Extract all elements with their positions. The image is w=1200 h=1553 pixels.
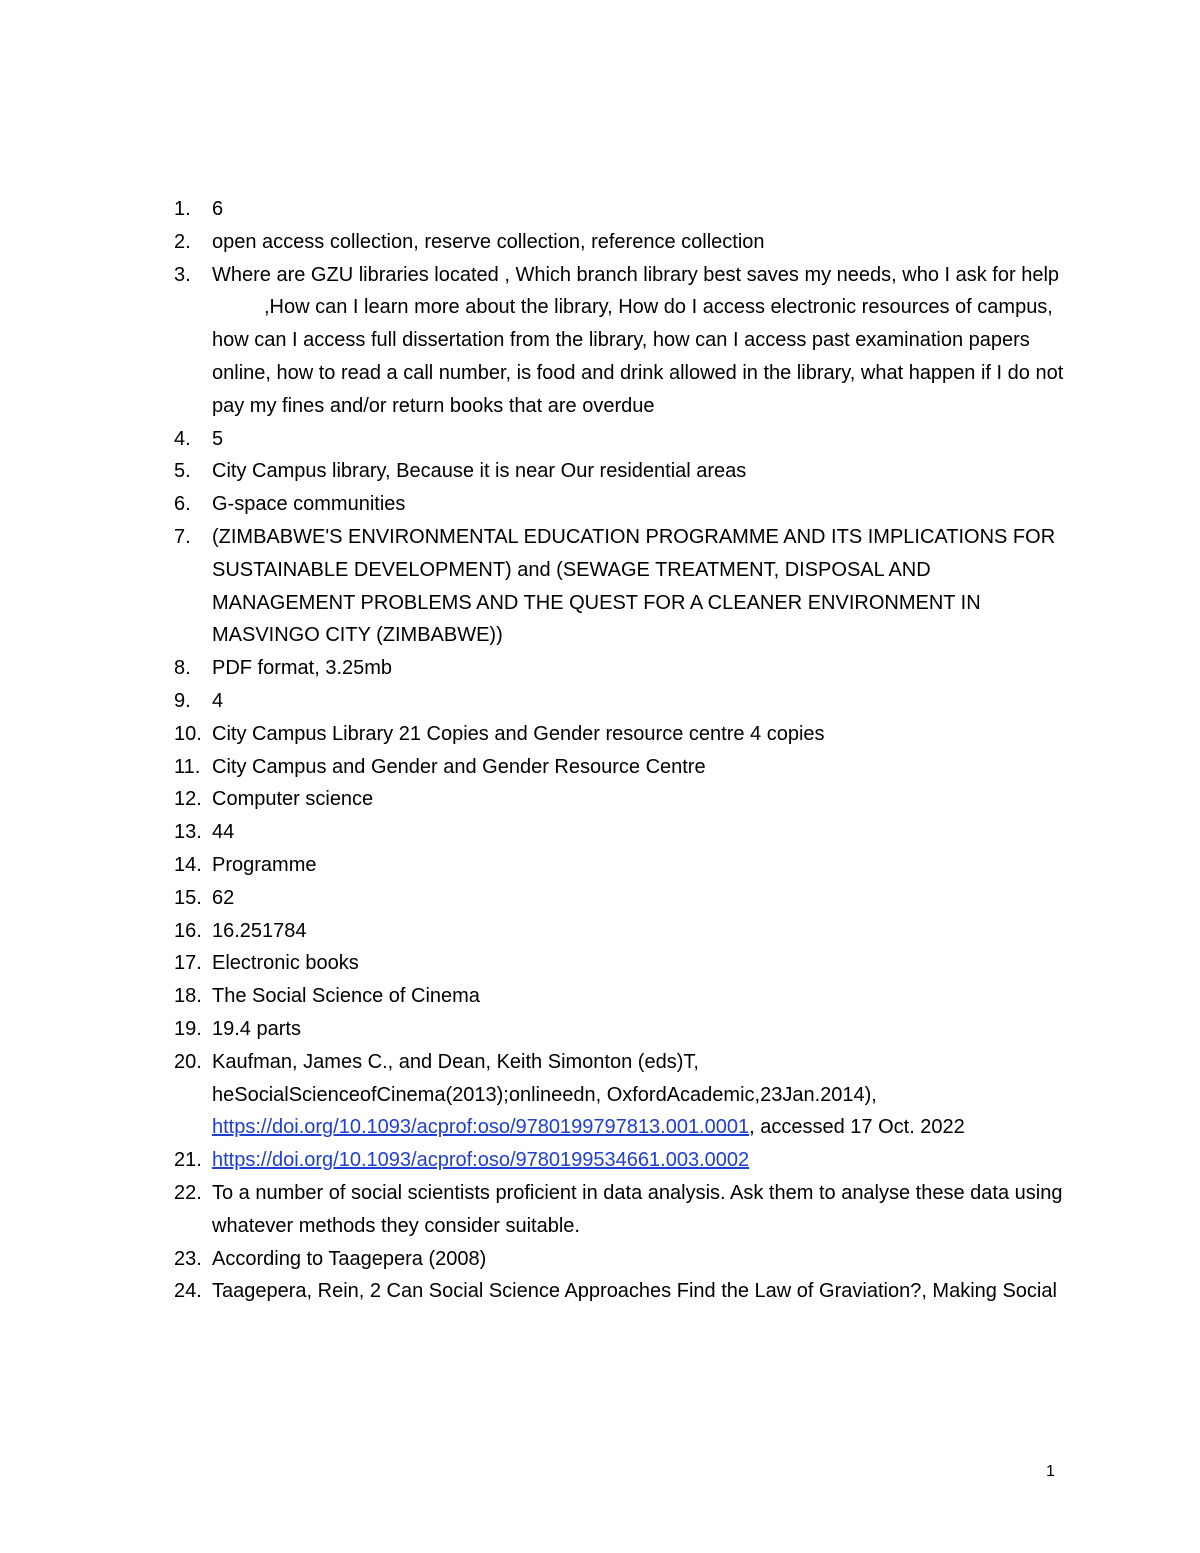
item-number: 4. [174, 427, 191, 450]
list-item [174, 488, 1064, 521]
item-text: open access collection, reserve collection, reference collection [212, 230, 765, 253]
item-number: 24. [174, 1280, 202, 1303]
item-text: City Campus Library 21 Copies and Gender resource centre 4 copies [212, 722, 825, 745]
item-text: 62 [212, 886, 235, 909]
doi-link[interactable]: https://doi.org/10.1093/acprof:oso/9780199534661.003.0002 [212, 1149, 750, 1172]
list-item [174, 882, 1064, 915]
item-number: 2. [174, 230, 191, 253]
item-number: 15. [174, 886, 202, 909]
item-number: 10. [174, 722, 202, 745]
item-number: 18. [174, 985, 202, 1008]
item-number: 5. [174, 460, 191, 483]
list-item [174, 980, 1064, 1013]
item-text: City Campus and Gender and Gender Resource Centre [212, 755, 706, 778]
list-item [174, 947, 1064, 980]
list-item [174, 1013, 1064, 1046]
list-item [174, 1177, 1064, 1243]
item-text: Electronic books [212, 952, 359, 975]
list-item [174, 685, 1064, 718]
item-text: City Campus library, Because it is near Our residential areas [212, 460, 747, 483]
answer-list [174, 193, 1064, 1308]
accessed-date-text: , accessed 17 Oct. 2022 [749, 1116, 965, 1139]
page-number: 1 [1046, 1463, 1055, 1480]
list-item [174, 816, 1064, 849]
item-text: 5 [212, 427, 224, 450]
item-text: Computer science [212, 788, 374, 811]
list-item [174, 751, 1064, 784]
item-text: Where are GZU libraries located , Which branch library best saves my needs, who I ask for help [212, 263, 1060, 286]
item-number: 13. [174, 821, 202, 844]
list-item [174, 718, 1064, 751]
list-item [174, 423, 1064, 456]
list-item [174, 1144, 1064, 1177]
item-number: 9. [174, 689, 191, 712]
list-item [174, 915, 1064, 948]
item-text: To a number of social scientists proficient in data analysis. Ask them to analyse these data using whatever methods they consider suitable. [212, 1181, 1063, 1237]
item-number: 21. [174, 1149, 202, 1172]
item-text-line2: heSocialScienceofCinema(2013);onlineedn, OxfordAcademic,23Jan.2014), [212, 1083, 877, 1106]
item-number: 7. [174, 525, 191, 548]
item-text: Taagepera, Rein, 2 Can Social Science Approaches Find the Law of Graviation?, Making Social [212, 1280, 1057, 1303]
item-text: (ZIMBABWE'S ENVIRONMENTAL EDUCATION PROGRAMME AND ITS IMPLICATIONS FOR SUSTAINABLE DEVELOPMENT) and (SEWAGE TREATMENT, DISPOSAL AND MANAGEMENT PROBLEMS AND THE QUEST FOR A CLEANER ENVIRONMENT IN MASVINGO CITY (ZIMBABWE)) [212, 525, 1056, 647]
item-number: 20. [174, 1050, 202, 1073]
item-number: 1. [174, 198, 191, 220]
item-text: Kaufman, James C., and Dean, Keith Simonton (eds)T, [212, 1050, 699, 1073]
item-text-continued: ,How can I learn more about the library, How do I access electronic resources of campus, how can I access full dissertation from the library, how can I access past examination papers online, how to read a call number, is food and drink allowed in the library, what happen if I do not pay my fines and/or return books that are overdue [212, 296, 1064, 417]
item-text: PDF format, 3.25mb [212, 657, 393, 680]
item-text: 19.4 parts [212, 1017, 301, 1040]
list-item [174, 259, 1064, 423]
list-item [174, 652, 1064, 685]
item-number: 17. [174, 952, 202, 975]
item-number: 3. [174, 263, 191, 286]
list-item [174, 193, 1064, 226]
item-number: 19. [174, 1017, 202, 1040]
list-item [174, 783, 1064, 816]
item-number: 11. [174, 755, 201, 778]
list-item [174, 455, 1064, 488]
item-number: 6. [174, 493, 191, 516]
item-text: According to Taagepera (2008) [212, 1247, 487, 1270]
item-number: 14. [174, 853, 202, 876]
list-item [174, 1243, 1064, 1276]
doi-link[interactable]: https://doi.org/10.1093/acprof:oso/9780199797813.001.0001 [212, 1116, 750, 1139]
item-number: 22. [174, 1181, 202, 1204]
item-text: 16.251784 [212, 919, 307, 942]
list-item [174, 849, 1064, 882]
item-text: Programme [212, 853, 317, 876]
item-number: 8. [174, 657, 191, 680]
item-number: 23. [174, 1247, 202, 1270]
item-text: 6 [212, 198, 224, 220]
list-item [174, 1046, 1064, 1144]
item-text: G-space communities [212, 493, 406, 516]
list-item [174, 226, 1064, 259]
list-item [174, 521, 1064, 652]
item-text: 4 [212, 689, 224, 712]
item-text: 44 [212, 821, 235, 844]
list-item [174, 1275, 1064, 1308]
item-text: The Social Science of Cinema [212, 985, 480, 1008]
item-number: 12. [174, 788, 202, 811]
item-number: 16. [174, 919, 202, 942]
